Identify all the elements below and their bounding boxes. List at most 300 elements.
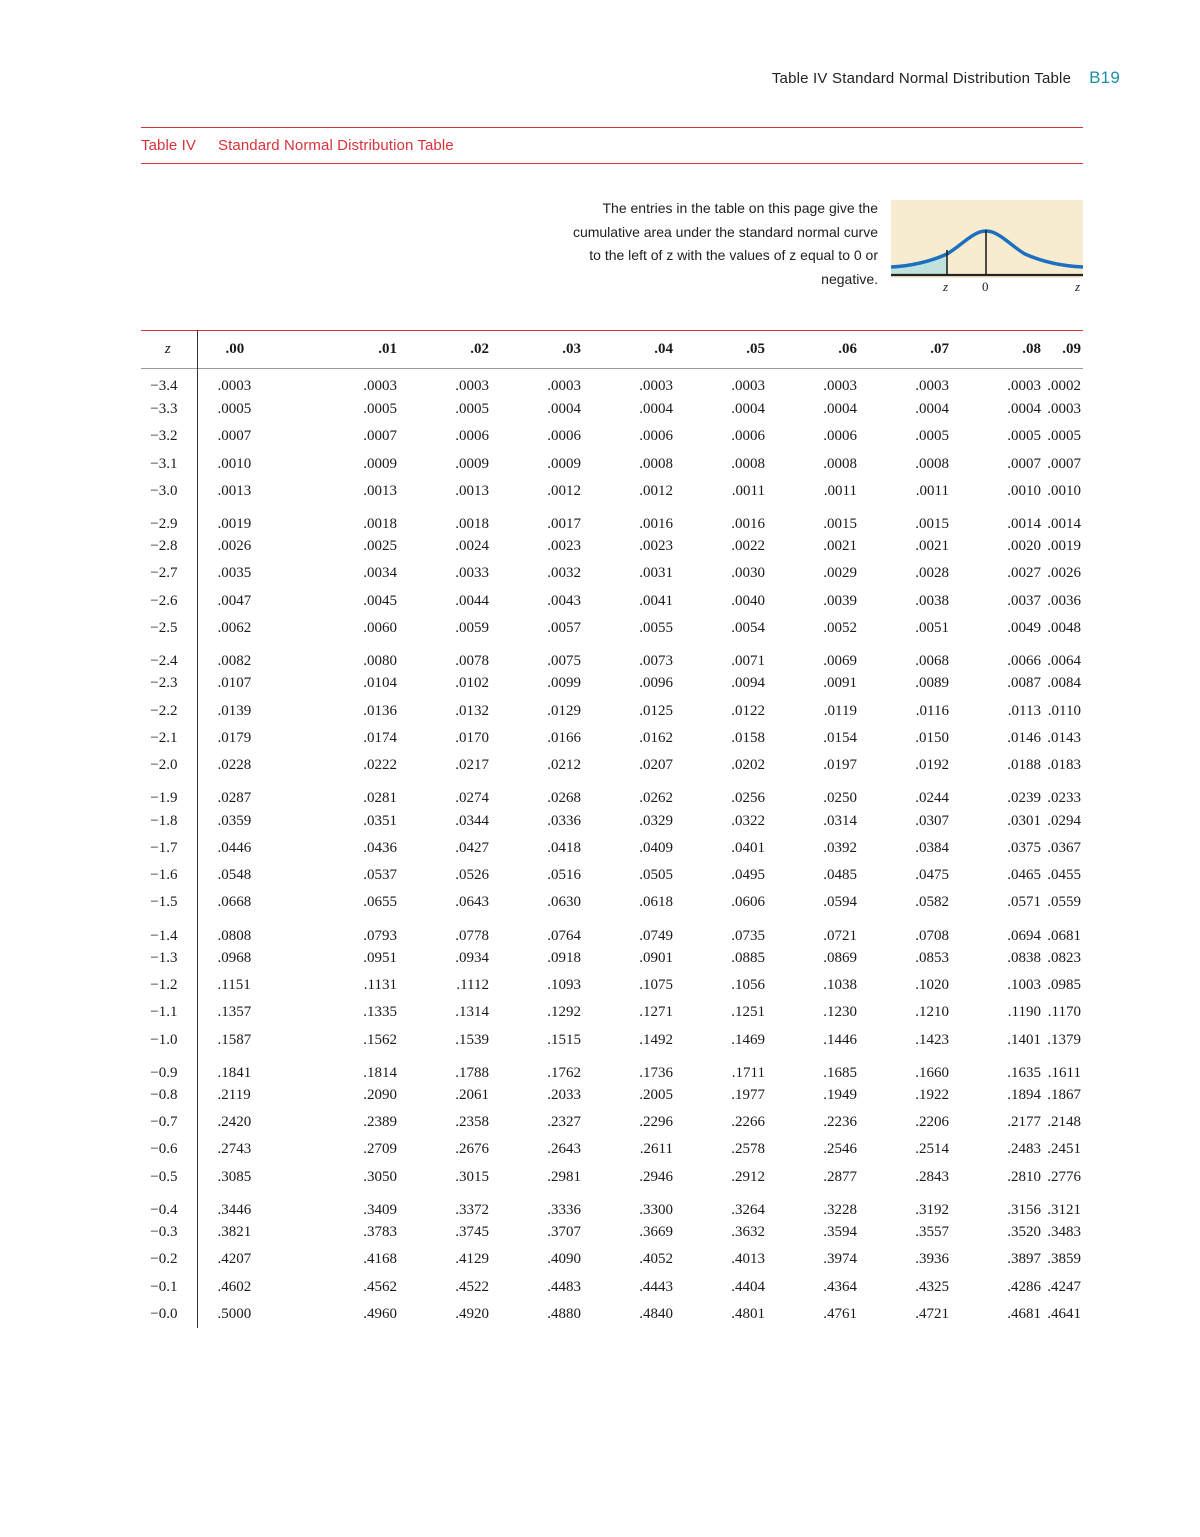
probability-cell: .0002 bbox=[1047, 377, 1081, 394]
probability-cell: .0003 bbox=[363, 377, 397, 394]
probability-cell: .3821 bbox=[217, 1224, 252, 1241]
z-value-cell: −0.5 bbox=[141, 1164, 197, 1191]
probability-cell: .0336 bbox=[547, 812, 581, 829]
caption-top-rule bbox=[141, 127, 1083, 128]
probability-cell: .1867 bbox=[1047, 1086, 1081, 1103]
probability-cell: .1020 bbox=[915, 976, 949, 993]
z-value-cell: −0.4 bbox=[141, 1191, 197, 1219]
probability-cell: .2420 bbox=[217, 1114, 252, 1131]
table-row bbox=[141, 450, 1083, 477]
probability-cell: .0005 bbox=[1007, 428, 1041, 445]
probability-cell: .0041 bbox=[639, 592, 673, 609]
z-value-cell: −3.3 bbox=[141, 396, 197, 423]
probability-cell: .0281 bbox=[363, 790, 397, 807]
table-row bbox=[141, 697, 1083, 724]
probability-cell: .0022 bbox=[731, 538, 765, 555]
probability-cell: .0005 bbox=[217, 400, 252, 417]
probability-cell: .1515 bbox=[547, 1031, 581, 1048]
table-row bbox=[141, 369, 1083, 396]
probability-cell: .0033 bbox=[455, 565, 489, 582]
column-header: .06 bbox=[838, 341, 857, 357]
probability-cell: .1230 bbox=[823, 1004, 857, 1021]
z-value-cell: −3.4 bbox=[141, 369, 197, 396]
z-value-cell: −2.4 bbox=[141, 642, 197, 670]
table-row bbox=[141, 1301, 1083, 1328]
probability-cell: .0838 bbox=[1007, 949, 1041, 966]
probability-cell: .2514 bbox=[915, 1141, 949, 1158]
probability-cell: .0694 bbox=[1007, 927, 1041, 944]
probability-cell: .0446 bbox=[217, 839, 252, 856]
probability-cell: .0129 bbox=[547, 702, 581, 719]
probability-cell: .0013 bbox=[455, 482, 489, 499]
probability-cell: .1003 bbox=[1007, 976, 1041, 993]
probability-cell: .4920 bbox=[455, 1305, 489, 1322]
probability-cell: .2810 bbox=[1007, 1168, 1041, 1185]
probability-cell: .3300 bbox=[639, 1201, 673, 1218]
probability-cell: .0132 bbox=[455, 702, 489, 719]
probability-cell: .1335 bbox=[363, 1004, 397, 1021]
probability-cell: .0192 bbox=[915, 757, 949, 774]
probability-cell: .3974 bbox=[823, 1251, 857, 1268]
table-row bbox=[141, 670, 1083, 697]
probability-cell: .1711 bbox=[731, 1064, 765, 1081]
probability-cell: .0023 bbox=[547, 538, 581, 555]
probability-cell: .1660 bbox=[915, 1064, 949, 1081]
probability-cell: .0934 bbox=[455, 949, 489, 966]
probability-cell: .2327 bbox=[547, 1114, 581, 1131]
probability-cell: .0901 bbox=[639, 949, 673, 966]
probability-cell: .0808 bbox=[217, 927, 252, 944]
probability-cell: .3372 bbox=[455, 1201, 489, 1218]
probability-cell: .2946 bbox=[639, 1168, 673, 1185]
probability-cell: .0034 bbox=[363, 565, 397, 582]
probability-cell: .0465 bbox=[1007, 867, 1041, 884]
probability-cell: .1949 bbox=[823, 1086, 857, 1103]
probability-cell: .3669 bbox=[639, 1224, 673, 1241]
caption-title: Standard Normal Distribution Table bbox=[218, 137, 454, 154]
probability-cell: .3520 bbox=[1007, 1224, 1041, 1241]
probability-cell: .3936 bbox=[915, 1251, 949, 1268]
probability-cell: .1190 bbox=[1007, 1004, 1041, 1021]
column-header: .09 bbox=[1062, 341, 1081, 357]
probability-cell: .1093 bbox=[547, 976, 581, 993]
probability-cell: .0630 bbox=[547, 894, 581, 911]
probability-cell: .0778 bbox=[455, 927, 489, 944]
probability-cell: .0009 bbox=[363, 455, 397, 472]
probability-cell: .0005 bbox=[1047, 428, 1081, 445]
probability-cell: .3336 bbox=[547, 1201, 581, 1218]
probability-cell: .1151 bbox=[217, 976, 251, 993]
probability-cell: .0174 bbox=[363, 729, 397, 746]
probability-cell: .0643 bbox=[455, 894, 489, 911]
table-row bbox=[141, 779, 1083, 807]
probability-cell: .0207 bbox=[639, 757, 673, 774]
probability-cell: .0084 bbox=[1047, 675, 1081, 692]
probability-cell: .0099 bbox=[547, 675, 581, 692]
z-column-header: z bbox=[141, 331, 197, 369]
probability-cell: .0985 bbox=[1047, 976, 1081, 993]
probability-cell: .0047 bbox=[217, 592, 252, 609]
running-head bbox=[600, 68, 1120, 88]
probability-cell: .0274 bbox=[455, 790, 489, 807]
probability-cell: .1685 bbox=[823, 1064, 857, 1081]
probability-cell: .2296 bbox=[639, 1114, 673, 1131]
z-value-cell: −1.6 bbox=[141, 862, 197, 889]
probability-cell: .0009 bbox=[547, 455, 581, 472]
probability-cell: .0014 bbox=[1047, 515, 1081, 532]
table-caption bbox=[141, 137, 454, 154]
probability-cell: .3897 bbox=[1007, 1251, 1041, 1268]
z-value-cell: −1.8 bbox=[141, 807, 197, 834]
probability-cell: .2061 bbox=[455, 1086, 489, 1103]
probability-cell: .2358 bbox=[455, 1114, 489, 1131]
probability-cell: .4562 bbox=[363, 1278, 397, 1295]
probability-cell: .3121 bbox=[1047, 1201, 1081, 1218]
probability-cell: .0119 bbox=[823, 702, 857, 719]
probability-cell: .3745 bbox=[455, 1224, 489, 1241]
probability-cell: .0078 bbox=[455, 653, 489, 670]
probability-cell: .0548 bbox=[217, 867, 252, 884]
probability-cell: .3409 bbox=[363, 1201, 397, 1218]
z-value-cell: −3.2 bbox=[141, 423, 197, 450]
probability-cell: .0011 bbox=[731, 482, 765, 499]
probability-cell: .1611 bbox=[1047, 1064, 1081, 1081]
probability-cell: .0069 bbox=[823, 653, 857, 670]
probability-cell: .0011 bbox=[915, 482, 949, 499]
probability-cell: .0228 bbox=[217, 757, 252, 774]
probability-cell: .0096 bbox=[639, 675, 673, 692]
probability-cell: .0559 bbox=[1047, 894, 1081, 911]
probability-cell: .0170 bbox=[455, 729, 489, 746]
probability-cell: .0125 bbox=[639, 702, 673, 719]
probability-cell: .0094 bbox=[731, 675, 765, 692]
probability-cell: .0003 bbox=[639, 377, 673, 394]
probability-cell: .3707 bbox=[547, 1224, 581, 1241]
probability-cell: .0188 bbox=[1007, 757, 1041, 774]
probability-cell: .0048 bbox=[1047, 620, 1081, 637]
probability-cell: .0003 bbox=[731, 377, 765, 394]
column-header: .01 bbox=[378, 341, 397, 357]
probability-cell: .0233 bbox=[1047, 790, 1081, 807]
probability-cell: .0146 bbox=[1007, 729, 1041, 746]
probability-cell: .4443 bbox=[639, 1278, 673, 1295]
probability-cell: .0025 bbox=[363, 538, 397, 555]
intro-text: The entries in the table on this page give the cumulative area under the standard normal curve to the left of z with the values of z equal to 0 or negative. bbox=[572, 200, 878, 287]
table-row bbox=[141, 1136, 1083, 1163]
probability-cell: .4761 bbox=[823, 1305, 857, 1322]
probability-cell: .1056 bbox=[731, 976, 765, 993]
probability-cell: .0110 bbox=[1047, 702, 1081, 719]
table-row bbox=[141, 1274, 1083, 1301]
probability-cell: .0197 bbox=[823, 757, 857, 774]
probability-cell: .0091 bbox=[823, 675, 857, 692]
probability-cell: .2843 bbox=[915, 1168, 949, 1185]
probability-cell: .0089 bbox=[915, 675, 949, 692]
probability-cell: .1271 bbox=[639, 1004, 673, 1021]
probability-cell: .2033 bbox=[547, 1086, 581, 1103]
table-row bbox=[141, 1246, 1083, 1273]
probability-cell: .0869 bbox=[823, 949, 857, 966]
table-row bbox=[141, 396, 1083, 423]
probability-cell: .0250 bbox=[823, 790, 857, 807]
table-row bbox=[141, 1054, 1083, 1082]
z-value-cell: −0.8 bbox=[141, 1082, 197, 1109]
probability-cell: .2776 bbox=[1047, 1168, 1081, 1185]
table-row bbox=[141, 533, 1083, 560]
probability-cell: .0217 bbox=[455, 757, 489, 774]
z-value-cell: −0.2 bbox=[141, 1246, 197, 1273]
probability-cell: .0019 bbox=[1047, 538, 1081, 555]
table-row bbox=[141, 1164, 1083, 1191]
probability-cell: .0049 bbox=[1007, 620, 1041, 637]
probability-cell: .0268 bbox=[547, 790, 581, 807]
z-value-cell: −2.9 bbox=[141, 505, 197, 533]
probability-cell: .0062 bbox=[217, 620, 252, 637]
probability-cell: .2676 bbox=[455, 1141, 489, 1158]
z-value-cell: −0.7 bbox=[141, 1109, 197, 1136]
z-value-cell: −1.7 bbox=[141, 835, 197, 862]
probability-cell: .0150 bbox=[915, 729, 949, 746]
probability-cell: .0004 bbox=[915, 400, 949, 417]
probability-cell: .0749 bbox=[639, 927, 673, 944]
probability-cell: .0294 bbox=[1047, 812, 1081, 829]
probability-cell: .2611 bbox=[639, 1141, 673, 1158]
probability-cell: .0007 bbox=[1007, 455, 1041, 472]
probability-cell: .3156 bbox=[1007, 1201, 1041, 1218]
z-value-cell: −2.7 bbox=[141, 560, 197, 587]
probability-cell: .3446 bbox=[217, 1201, 252, 1218]
probability-cell: .3192 bbox=[915, 1201, 949, 1218]
probability-cell: .0102 bbox=[455, 675, 489, 692]
probability-cell: .0516 bbox=[547, 867, 581, 884]
probability-cell: .1841 bbox=[217, 1064, 252, 1081]
probability-cell: .0011 bbox=[823, 482, 857, 499]
probability-cell: .0475 bbox=[915, 867, 949, 884]
probability-cell: .0021 bbox=[915, 538, 949, 555]
probability-cell: .0139 bbox=[217, 702, 252, 719]
probability-cell: .1492 bbox=[639, 1031, 673, 1048]
column-header: .02 bbox=[470, 341, 489, 357]
table-row bbox=[141, 1109, 1083, 1136]
z-value-cell: −1.0 bbox=[141, 1026, 197, 1053]
probability-cell: .0006 bbox=[455, 428, 489, 445]
probability-cell: .1635 bbox=[1007, 1064, 1041, 1081]
probability-cell: .0040 bbox=[731, 592, 765, 609]
probability-cell: .1814 bbox=[363, 1064, 397, 1081]
probability-cell: .2389 bbox=[363, 1114, 397, 1131]
probability-cell: .1469 bbox=[731, 1031, 765, 1048]
table-row bbox=[141, 423, 1083, 450]
probability-cell: .4013 bbox=[731, 1251, 765, 1268]
probability-cell: .0030 bbox=[731, 565, 765, 582]
probability-cell: .0367 bbox=[1047, 839, 1081, 856]
probability-cell: .0375 bbox=[1007, 839, 1041, 856]
probability-cell: .0026 bbox=[217, 538, 252, 555]
probability-cell: .0006 bbox=[823, 428, 857, 445]
probability-cell: .1112 bbox=[456, 976, 489, 993]
table-row bbox=[141, 1026, 1083, 1053]
probability-cell: .3085 bbox=[217, 1168, 252, 1185]
probability-cell: .0013 bbox=[363, 482, 397, 499]
probability-cell: .0401 bbox=[731, 839, 765, 856]
probability-cell: .0032 bbox=[547, 565, 581, 582]
probability-cell: .0055 bbox=[639, 620, 673, 637]
probability-cell: .0003 bbox=[1007, 377, 1041, 394]
z-value-cell: −0.0 bbox=[141, 1301, 197, 1328]
probability-cell: .2709 bbox=[363, 1141, 397, 1158]
probability-cell: .0066 bbox=[1007, 653, 1041, 670]
probability-cell: .0287 bbox=[217, 790, 252, 807]
z-value-cell: −3.1 bbox=[141, 450, 197, 477]
probability-cell: .0307 bbox=[915, 812, 949, 829]
z-value-cell: −1.4 bbox=[141, 917, 197, 945]
probability-cell: .0045 bbox=[363, 592, 397, 609]
table-row bbox=[141, 505, 1083, 533]
probability-cell: .1977 bbox=[731, 1086, 765, 1103]
probability-cell: .4052 bbox=[639, 1251, 673, 1268]
probability-cell: .0384 bbox=[915, 839, 949, 856]
probability-cell: .0068 bbox=[915, 653, 949, 670]
probability-cell: .1292 bbox=[547, 1004, 581, 1021]
probability-cell: .0314 bbox=[823, 812, 857, 829]
probability-cell: .2451 bbox=[1047, 1141, 1081, 1158]
probability-cell: .4840 bbox=[639, 1305, 673, 1322]
probability-cell: .1314 bbox=[455, 1004, 489, 1021]
probability-cell: .0793 bbox=[363, 927, 397, 944]
probability-cell: .0183 bbox=[1047, 757, 1081, 774]
probability-cell: .4681 bbox=[1007, 1305, 1041, 1322]
probability-cell: .0036 bbox=[1047, 592, 1081, 609]
probability-cell: .0004 bbox=[639, 400, 673, 417]
probability-cell: .0136 bbox=[363, 702, 397, 719]
probability-cell: .0571 bbox=[1007, 894, 1041, 911]
probability-cell: .3594 bbox=[823, 1224, 857, 1241]
probability-cell: .4522 bbox=[455, 1278, 489, 1295]
probability-cell: .2912 bbox=[731, 1168, 765, 1185]
probability-cell: .0409 bbox=[639, 839, 673, 856]
probability-cell: .0113 bbox=[1007, 702, 1041, 719]
probability-cell: .0655 bbox=[363, 894, 397, 911]
probability-cell: .0485 bbox=[823, 867, 857, 884]
probability-cell: .0013 bbox=[217, 482, 252, 499]
column-header: .05 bbox=[746, 341, 765, 357]
probability-cell: .4602 bbox=[217, 1278, 252, 1295]
probability-cell: .0029 bbox=[823, 565, 857, 582]
probability-cell: .0735 bbox=[731, 927, 765, 944]
probability-cell: .0222 bbox=[363, 757, 397, 774]
probability-cell: .0027 bbox=[1007, 565, 1041, 582]
probability-cell: .0012 bbox=[639, 482, 673, 499]
probability-cell: .0116 bbox=[915, 702, 949, 719]
table-row bbox=[141, 752, 1083, 779]
probability-cell: .0026 bbox=[1047, 565, 1081, 582]
table-row bbox=[141, 835, 1083, 862]
probability-cell: .0015 bbox=[823, 515, 857, 532]
probability-cell: .0017 bbox=[547, 515, 581, 532]
probability-cell: .0179 bbox=[217, 729, 252, 746]
probability-cell: .3015 bbox=[455, 1168, 489, 1185]
probability-cell: .0024 bbox=[455, 538, 489, 555]
probability-cell: .0057 bbox=[547, 620, 581, 637]
probability-cell: .2206 bbox=[915, 1114, 949, 1131]
probability-cell: .1587 bbox=[217, 1031, 252, 1048]
probability-cell: .4286 bbox=[1007, 1278, 1041, 1295]
z-value-cell: −1.5 bbox=[141, 889, 197, 916]
probability-cell: .3483 bbox=[1047, 1224, 1081, 1241]
probability-cell: .0162 bbox=[639, 729, 673, 746]
probability-cell: .0054 bbox=[731, 620, 765, 637]
probability-cell: .0031 bbox=[639, 565, 673, 582]
probability-cell: .2090 bbox=[363, 1086, 397, 1103]
probability-cell: .0853 bbox=[915, 949, 949, 966]
probability-cell: .4129 bbox=[455, 1251, 489, 1268]
probability-cell: .2148 bbox=[1047, 1114, 1081, 1131]
z-value-cell: −2.6 bbox=[141, 588, 197, 615]
probability-cell: .0019 bbox=[217, 515, 252, 532]
probability-cell: .0018 bbox=[363, 515, 397, 532]
table-row bbox=[141, 1191, 1083, 1219]
probability-cell: .0082 bbox=[217, 653, 252, 670]
probability-cell: .3632 bbox=[731, 1224, 765, 1241]
table-row bbox=[141, 889, 1083, 916]
probability-cell: .0003 bbox=[823, 377, 857, 394]
probability-cell: .0495 bbox=[731, 867, 765, 884]
probability-cell: .0606 bbox=[731, 894, 765, 911]
probability-cell: .0418 bbox=[547, 839, 581, 856]
z-value-cell: −1.9 bbox=[141, 779, 197, 807]
probability-cell: .0052 bbox=[823, 620, 857, 637]
probability-cell: .0681 bbox=[1047, 927, 1081, 944]
probability-cell: .1357 bbox=[217, 1004, 252, 1021]
probability-cell: .0526 bbox=[455, 867, 489, 884]
probability-cell: .4801 bbox=[731, 1305, 765, 1322]
probability-cell: .0455 bbox=[1047, 867, 1081, 884]
probability-cell: .1401 bbox=[1007, 1031, 1041, 1048]
probability-cell: .0392 bbox=[823, 839, 857, 856]
probability-cell: .2546 bbox=[823, 1141, 857, 1158]
table-row bbox=[141, 478, 1083, 505]
probability-cell: .0322 bbox=[731, 812, 765, 829]
z-value-cell: −2.5 bbox=[141, 615, 197, 642]
probability-cell: .2981 bbox=[547, 1168, 581, 1185]
table-row bbox=[141, 560, 1083, 587]
probability-cell: .0885 bbox=[731, 949, 765, 966]
probability-cell: .4880 bbox=[547, 1305, 581, 1322]
probability-cell: .0043 bbox=[547, 592, 581, 609]
probability-cell: .1210 bbox=[915, 1004, 949, 1021]
probability-cell: .0007 bbox=[1047, 455, 1081, 472]
probability-cell: .1251 bbox=[731, 1004, 765, 1021]
probability-cell: .0359 bbox=[217, 812, 252, 829]
column-header: .07 bbox=[930, 341, 949, 357]
probability-cell: .0582 bbox=[915, 894, 949, 911]
page-number: B19 bbox=[1089, 68, 1120, 87]
table-row bbox=[141, 945, 1083, 972]
probability-cell: .0008 bbox=[639, 455, 673, 472]
column-header: .03 bbox=[562, 341, 581, 357]
probability-cell: .0016 bbox=[731, 515, 765, 532]
probability-cell: .4207 bbox=[217, 1251, 252, 1268]
table-row bbox=[141, 615, 1083, 642]
probability-cell: .0721 bbox=[823, 927, 857, 944]
table-row bbox=[141, 917, 1083, 945]
probability-cell: .2743 bbox=[217, 1141, 252, 1158]
probability-cell: .0006 bbox=[547, 428, 581, 445]
probability-cell: .0039 bbox=[823, 592, 857, 609]
table-body bbox=[141, 369, 1083, 1329]
probability-cell: .0351 bbox=[363, 812, 397, 829]
probability-cell: .0006 bbox=[639, 428, 673, 445]
